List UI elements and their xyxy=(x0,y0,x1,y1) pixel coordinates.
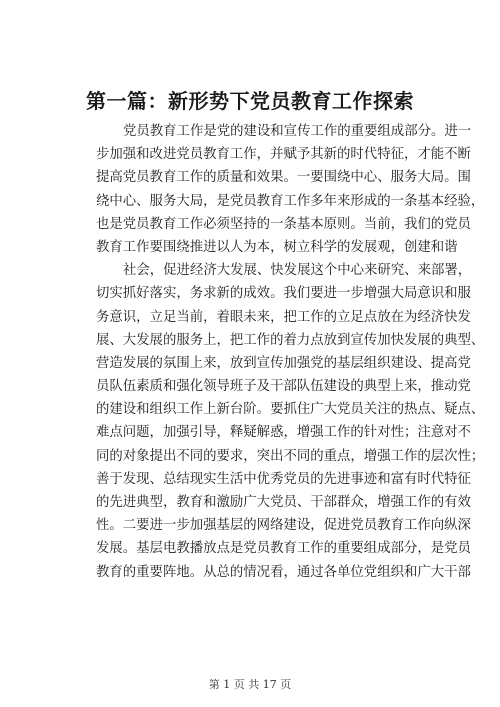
paragraph-line: 性。二要进一步加强基层的网络建设，促进党员教育工作向纵深 xyxy=(96,518,471,534)
paragraph-line: 党员教育工作是党的建设和宣传工作的重要组成部分。进一 xyxy=(123,124,472,139)
paragraph-line: 社会，促进经济大发展、快发展这个中心来研究、来部署， xyxy=(123,263,472,279)
paragraph-line: 员队伍素质和强化领导班子及干部队伍建设的典型上来，推动党 xyxy=(96,379,471,395)
paragraph-line: 提高党员教育工作的质量和效果。一要围绕中心、服务大局。围 xyxy=(96,170,471,186)
paragraph-line: 切实抓好落实，务求新的成效。我们要进一步增强大局意识和服 xyxy=(96,286,471,302)
paragraph-line: 发展。基层电教播放点是党员教育工作的重要组成部分，是党员 xyxy=(96,541,471,557)
paragraph-line: 也是党员教育工作必须坚持的一条基本原则。当前，我们的党员 xyxy=(96,216,471,232)
paragraph-line: 的建设和组织工作上新台阶。要抓住广大党员关注的热点、疑点、 xyxy=(96,402,485,418)
page-number-footer: 第 1 页 共 17 页 xyxy=(208,678,292,691)
paragraph-line: 的先进典型，教育和激励广大党员、干部群众，增强工作的有效 xyxy=(96,495,471,510)
paragraph-line: 教育工作要围绕推进以人为本，树立科学的发展观，创建和谐 xyxy=(96,239,458,255)
paragraph-line: 教育的重要阵地。从总的情况看，通过各单位党组织和广大干部 xyxy=(96,564,471,580)
paragraph-line: 步加强和改进党员教育工作，并赋予其新的时代特征，才能不断 xyxy=(96,147,471,163)
paragraph-line: 难点问题，加强引导，释疑解惑，增强工作的针对性；注意对不 xyxy=(96,425,471,441)
document-title: 第一篇：新形势下党员教育工作探索 xyxy=(86,89,414,113)
body-text xyxy=(96,120,485,584)
paragraph-line: 务意识，立足当前，着眼未来，把工作的立足点放在为经济快发 xyxy=(96,309,471,325)
paragraph-line: 营造发展的氛围上来，放到宣传加强党的基层组织建设、提高党 xyxy=(96,355,471,371)
paragraph-line: 绕中心、服务大局，是党员教育工作多年来形成的一条基本经验， xyxy=(96,193,485,209)
paragraph-line: 展、大发展的服务上，把工作的着力点放到宣传加快发展的典型、 xyxy=(96,332,485,348)
paragraph-line: 善于发现、总结现实生活中优秀党员的先进事迹和富有时代特征 xyxy=(96,471,471,487)
paragraph-line: 同的对象提出不同的要求，突出不同的重点，增强工作的层次性； xyxy=(96,448,485,464)
